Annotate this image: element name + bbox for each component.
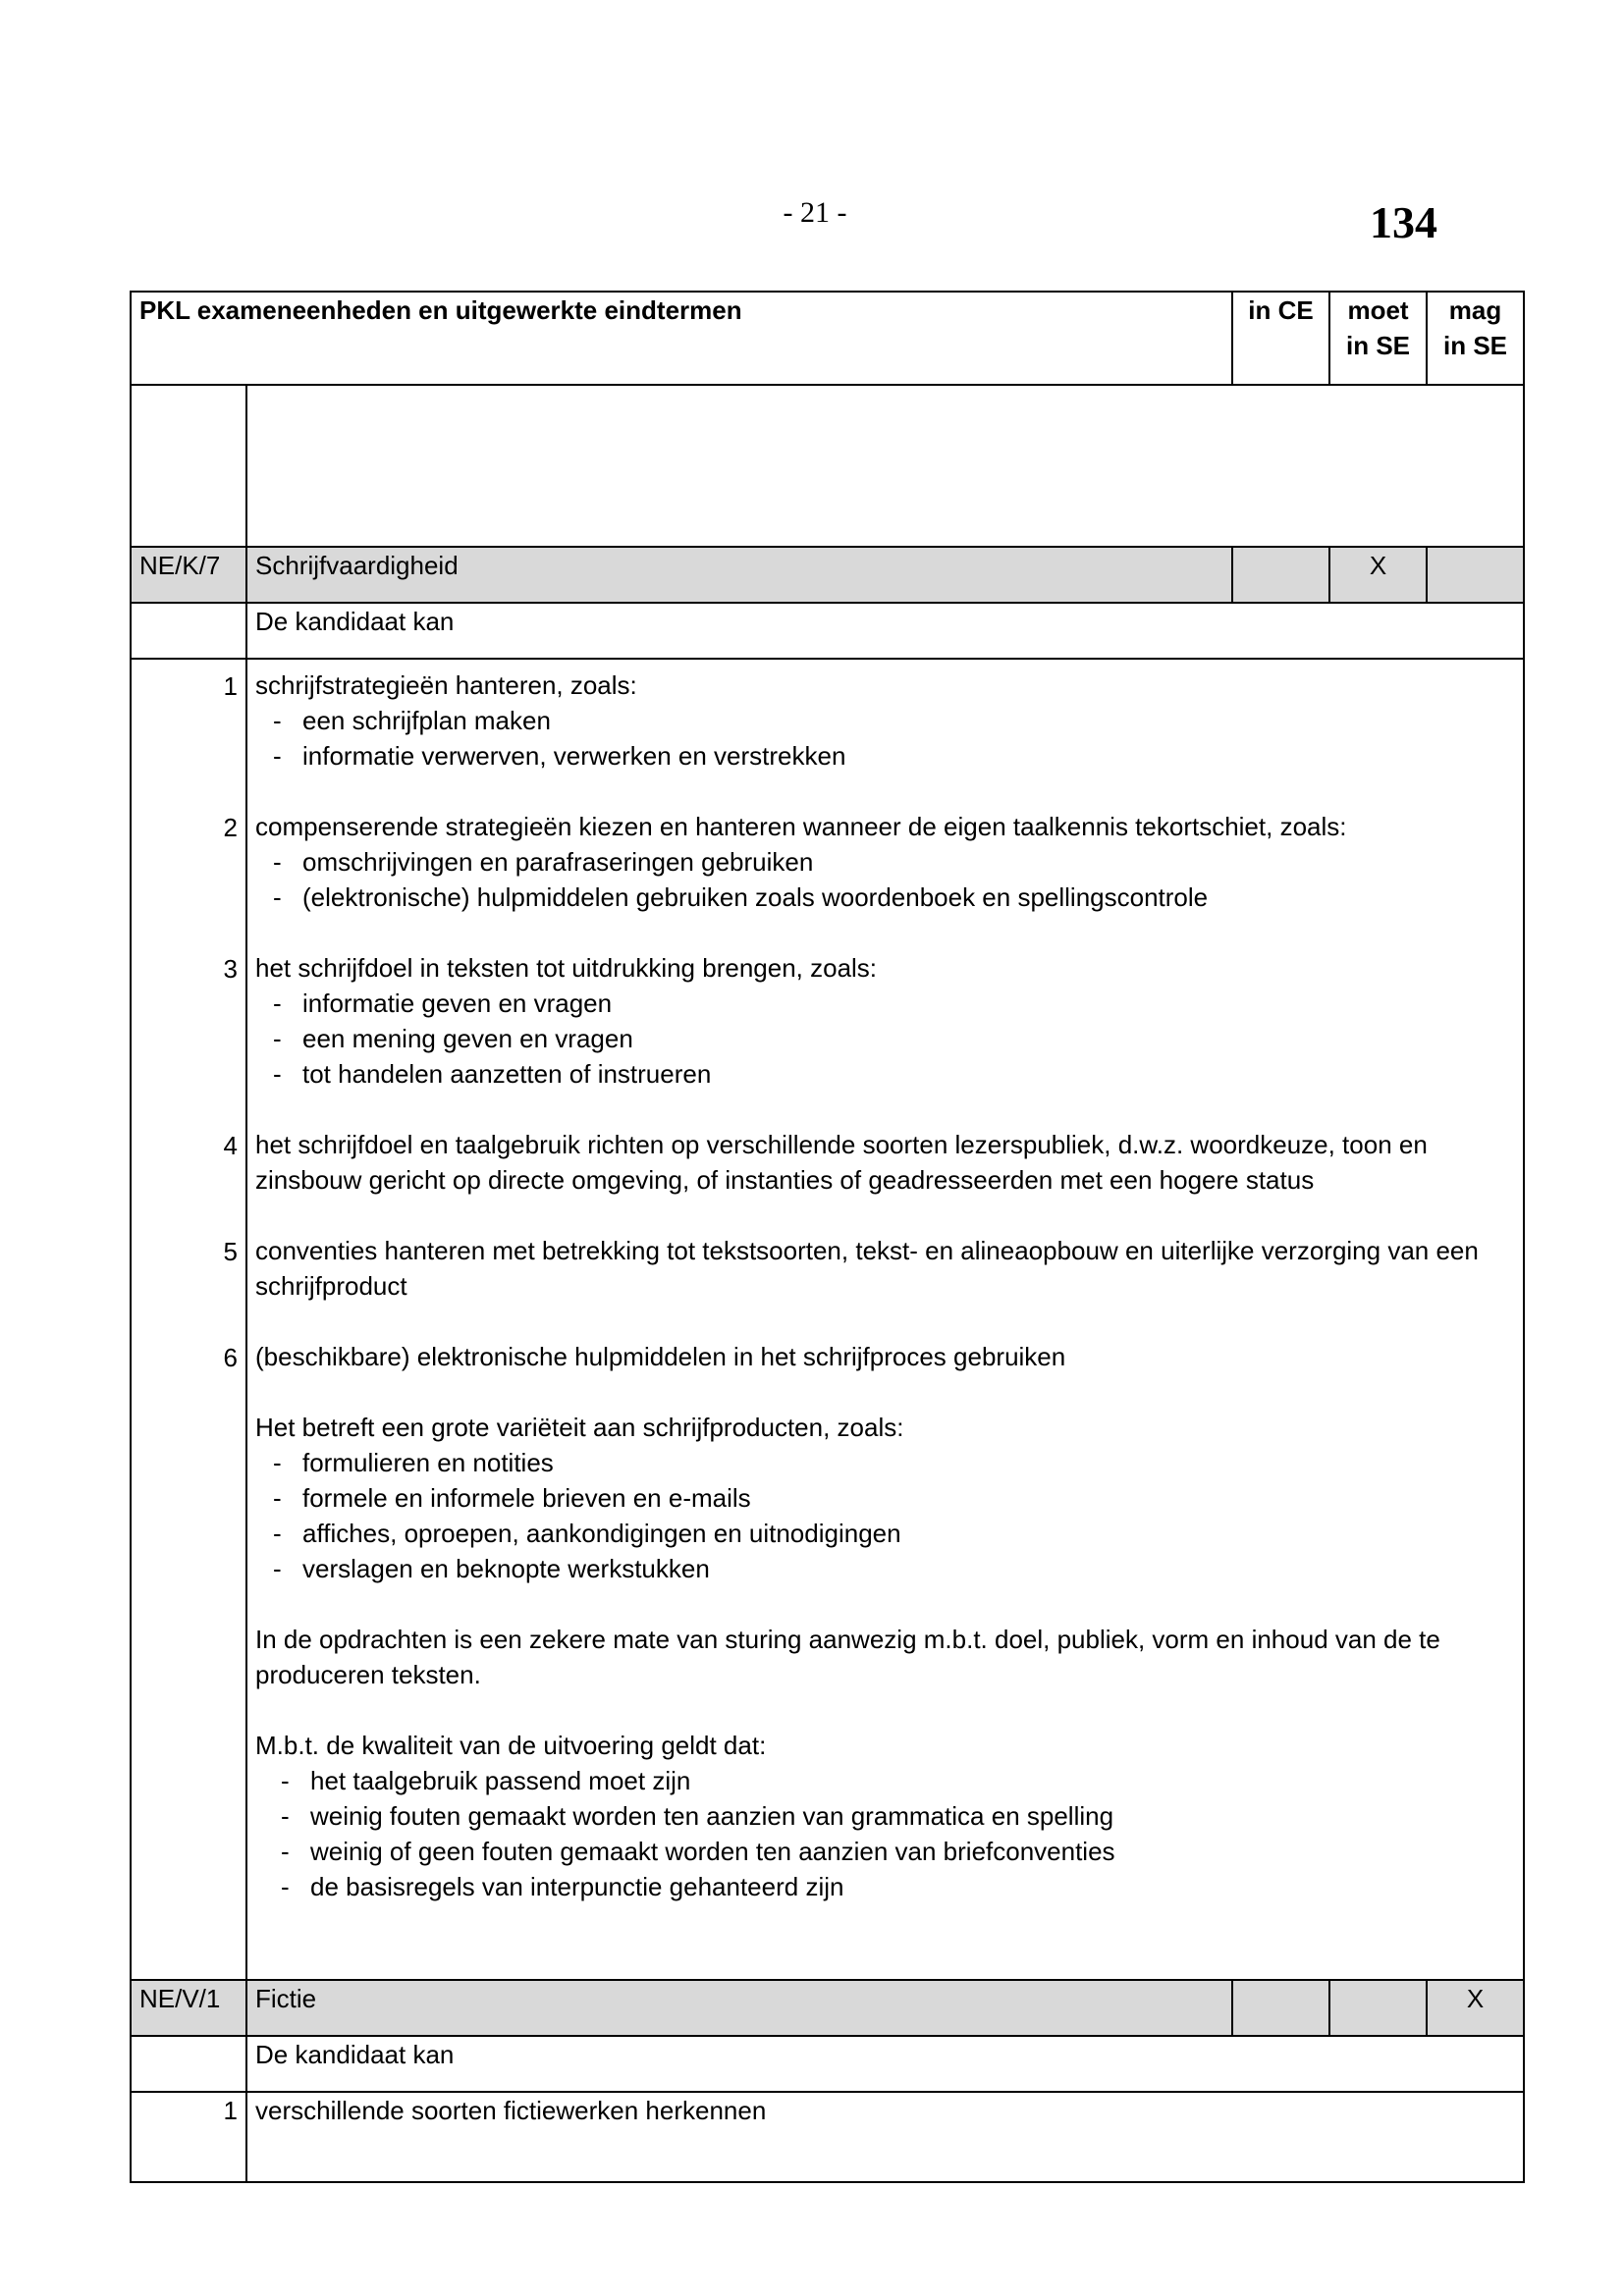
item-numbers	[131, 659, 246, 1980]
list-item	[255, 1233, 1515, 1304]
bullet-list	[255, 703, 1515, 774]
item-text: conventies hanteren met betrekking tot tekstsoorten, tekst- en alineaopbouw en uiterlijke verzorging van een schrijfproduct	[255, 1236, 1479, 1301]
intro-text: De kandidaat kan	[246, 603, 1524, 659]
header-title: PKL exameneenheden en uitgewerkte eindtermen	[131, 292, 1232, 385]
list-item	[255, 950, 1515, 1092]
item-number: 1	[223, 671, 238, 701]
bullet-item: - een mening geven en vragen	[255, 1021, 1515, 1056]
page-stamp: 134	[1370, 197, 1437, 247]
intro-row	[131, 2036, 1524, 2092]
bullet-item: - (elektronische) hulpmiddelen gebruiken zoals woordenboek en spellingscontrole	[255, 880, 1515, 915]
items-row	[131, 2092, 1524, 2182]
bullet-item: - informatie geven en vragen	[255, 986, 1515, 1021]
mark-mag-in-se	[1427, 547, 1524, 603]
blank-row	[131, 385, 1524, 547]
bullet-list	[255, 1763, 1515, 1904]
mark-moet-in-se	[1329, 1980, 1427, 2036]
bullet-item: - een schrijfplan maken	[255, 703, 1515, 738]
item-number: 4	[223, 1131, 238, 1160]
bullet-item: - verslagen en beknopte werkstukken	[255, 1551, 1515, 1586]
bullet-item: - informatie verwerven, verwerken en verstrekken	[255, 738, 1515, 774]
exam-units-table	[130, 291, 1525, 2183]
bullet-item: - affiches, oproepen, aankondigingen en uitnodigingen	[255, 1516, 1515, 1551]
bullet-item: - het taalgebruik passend moet zijn	[255, 1763, 1515, 1798]
header-in-ce: in CE	[1232, 292, 1329, 385]
bullet-list	[255, 844, 1515, 915]
list-item	[255, 667, 1515, 774]
bullet-item: - omschrijvingen en parafraseringen gebruiken	[255, 844, 1515, 880]
section-row	[131, 547, 1524, 603]
items-content	[246, 659, 1524, 1980]
bullet-list	[255, 986, 1515, 1092]
mark-in-ce	[1232, 1980, 1329, 2036]
list-item	[255, 809, 1515, 915]
item-text: (beschikbare) elektronische hulpmiddelen in het schrijfproces gebruiken	[255, 1342, 1066, 1371]
note-text: M.b.t. de kwaliteit van de uitvoering geldt dat:	[255, 1731, 767, 1760]
bullet-item: - de basisregels van interpunctie gehanteerd zijn	[255, 1869, 1515, 1904]
item-number: 2	[223, 813, 238, 842]
item-number: 3	[223, 954, 238, 984]
section-row	[131, 1980, 1524, 2036]
item-number: 5	[223, 1237, 238, 1266]
page-number: - 21 -	[783, 196, 847, 229]
note-text: Het betreft een grote variëteit aan schrijfproducten, zoals:	[255, 1413, 904, 1442]
bullet-item: - weinig fouten gemaakt worden ten aanzien van grammatica en spelling	[255, 1798, 1515, 1834]
list-item	[255, 1339, 1515, 1374]
mark-mag-in-se: X	[1427, 1980, 1524, 2036]
items-row	[131, 659, 1524, 1980]
item-text: het schrijfdoel in teksten tot uitdrukking brengen, zoals:	[255, 953, 878, 983]
header-moet-in-se: moet in SE	[1329, 292, 1427, 385]
intro-text: De kandidaat kan	[246, 2036, 1524, 2092]
bullet-list	[255, 1445, 1515, 1586]
item-number: 6	[223, 1343, 238, 1372]
bullet-item: - formele en informele brieven en e-mails	[255, 1480, 1515, 1516]
note-block	[255, 1410, 1515, 1586]
section-title: Schrijfvaardigheid	[246, 547, 1232, 603]
mark-moet-in-se: X	[1329, 547, 1427, 603]
bullet-item: - weinig of geen fouten gemaakt worden ten aanzien van briefconventies	[255, 1834, 1515, 1869]
table-header	[131, 292, 1524, 385]
item-text: het schrijfdoel en taalgebruik richten op verschillende soorten lezerspubliek, d.w.z. woordkeuze, toon en zinsbouw gericht op directe omgeving, of instanties of geadresseerden met een hogere status	[255, 1130, 1428, 1195]
bullet-item: - formulieren en notities	[255, 1445, 1515, 1480]
intro-row	[131, 603, 1524, 659]
section-code: NE/K/7	[131, 547, 246, 603]
mark-in-ce	[1232, 547, 1329, 603]
note-text: In de opdrachten is een zekere mate van sturing aanwezig m.b.t. doel, publiek, vorm en inhoud van de te produceren teksten.	[255, 1625, 1440, 1689]
item-text: schrijfstrategieën hanteren, zoals:	[255, 670, 637, 700]
note-block	[255, 1728, 1515, 1904]
note-block	[255, 1622, 1515, 1692]
list-item	[255, 1127, 1515, 1198]
section-title: Fictie	[246, 1980, 1232, 2036]
bullet-item: - tot handelen aanzetten of instrueren	[255, 1056, 1515, 1092]
item-text: compenserende strategieën kiezen en hanteren wanneer de eigen taalkennis tekortschiet, zoals:	[255, 812, 1347, 841]
item-number: 1	[131, 2092, 246, 2182]
header-mag-in-se: mag in SE	[1427, 292, 1524, 385]
section-code: NE/V/1	[131, 1980, 246, 2036]
item-text: verschillende soorten fictiewerken herkennen	[246, 2092, 1524, 2182]
